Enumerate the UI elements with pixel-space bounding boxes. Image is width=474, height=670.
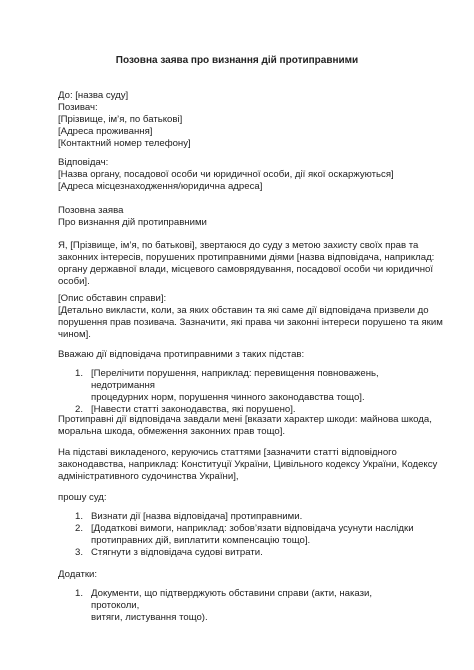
list-item — [75, 368, 420, 404]
intro-line: законних інтересів, порушених протиправними діями [назва відповідача, наприклад: — [58, 252, 435, 263]
circumstances-line: чином]. — [58, 329, 91, 340]
attachments-heading — [58, 569, 418, 581]
legal-basis-line: законодавства, наприклад: Конституції України, Цивільного кодексу України, Кодексу — [58, 459, 438, 470]
circumstances-line: порушення прав позивача. Зазначити, які права чи законні інтереси порушено та яким — [58, 317, 443, 328]
circumstances-line: [Детально викласти, коли, за яких обставин та які саме дії відповідача призвели до — [58, 305, 429, 316]
grounds-heading-text: Вважаю дії відповідача протиправними з таких підстав: — [58, 349, 305, 360]
list-text: Визнати дії [назва відповідача] протиправними. — [91, 511, 303, 522]
list-item — [75, 588, 420, 624]
court-line: До: [назва суду] — [58, 90, 129, 101]
intro-line: особи]. — [58, 276, 90, 287]
request-list — [75, 511, 420, 559]
legal-basis-line: На підставі викладеного, керуючись статтями [зазначити статті відповідного — [58, 447, 397, 458]
legal-basis-line: адміністративного судочинства України], — [58, 471, 239, 482]
list-text: Стягнути з відповідача судові витрати. — [91, 547, 263, 558]
list-item — [75, 511, 420, 523]
circumstances-paragraph — [58, 293, 443, 341]
intro-line: Я, [Прізвище, ім’я, по батькові], звертаюся до суду з метою захисту своїх прав та — [58, 240, 419, 251]
doc-type-line: Позовна заява — [58, 205, 124, 216]
defendant-block — [58, 157, 418, 193]
intro-paragraph — [58, 240, 435, 288]
list-number: 1. — [75, 368, 84, 379]
grounds-list — [75, 368, 420, 416]
list-item — [75, 547, 420, 559]
doc-subject-line: Про визнання дій протиправними — [58, 217, 207, 228]
plaintiff-phone: [Контактний номер телефону] — [58, 138, 191, 149]
header-block — [58, 90, 418, 150]
list-text: [Додаткові вимоги, наприклад: зобов’язати відповідача усунути наслідки — [91, 523, 414, 534]
attachments-heading-text: Додатки: — [58, 569, 98, 580]
list-text: протиправних дій, виплатити компенсацію тощо]. — [91, 535, 311, 546]
legal-basis-paragraph — [58, 447, 438, 483]
list-number: 3. — [75, 547, 84, 558]
plaintiff-address: [Адреса проживання] — [58, 126, 153, 137]
list-number: 1. — [75, 511, 84, 522]
damage-line: Протиправні дії відповідача завдали мені [вказати характер шкоди: майнова шкода, — [58, 414, 432, 425]
request-heading-text: прошу суд: — [58, 492, 107, 503]
list-item — [75, 523, 420, 547]
list-text: [Навести статті законодавства, які порушено]. — [91, 404, 296, 415]
list-text: витяги, листування тощо). — [91, 612, 208, 623]
defendant-address: [Адреса місцезнаходження/юридична адреса] — [58, 181, 263, 192]
plaintiff-label: Позивач: — [58, 102, 98, 113]
circumstances-heading: [Опис обставин справи]: — [58, 293, 167, 304]
plaintiff-name: [Прізвище, ім’я, по батькові] — [58, 114, 183, 125]
list-number: 2. — [75, 404, 84, 415]
intro-line: органу державної влади, місцевого самоврядування, посадової особи чи юридичної — [58, 264, 434, 275]
list-number: 2. — [75, 523, 84, 534]
defendant-name: [Назва органу, посадової особи чи юридичної особи, дії якої оскаржуються] — [58, 169, 394, 180]
defendant-label: Відповідач: — [58, 157, 109, 168]
list-text: Документи, що підтверджують обставини справи (акти, накази, протоколи, — [91, 588, 373, 611]
document-title: Позовна заява про визнання дій протиправними — [115, 55, 359, 66]
attachments-list — [75, 588, 420, 624]
grounds-heading — [58, 349, 418, 361]
doc-type-block — [58, 205, 418, 229]
damage-line: моральна шкода, обмеження законних прав тощо]. — [58, 426, 286, 437]
request-heading — [58, 492, 418, 504]
damage-paragraph — [58, 414, 432, 438]
list-number: 1. — [75, 588, 84, 599]
list-text: [Перелічити порушення, наприклад: перевищення повноважень, недотримання — [91, 368, 379, 391]
list-text: процедурних норм, порушення чинного законодавства тощо]. — [91, 392, 365, 403]
